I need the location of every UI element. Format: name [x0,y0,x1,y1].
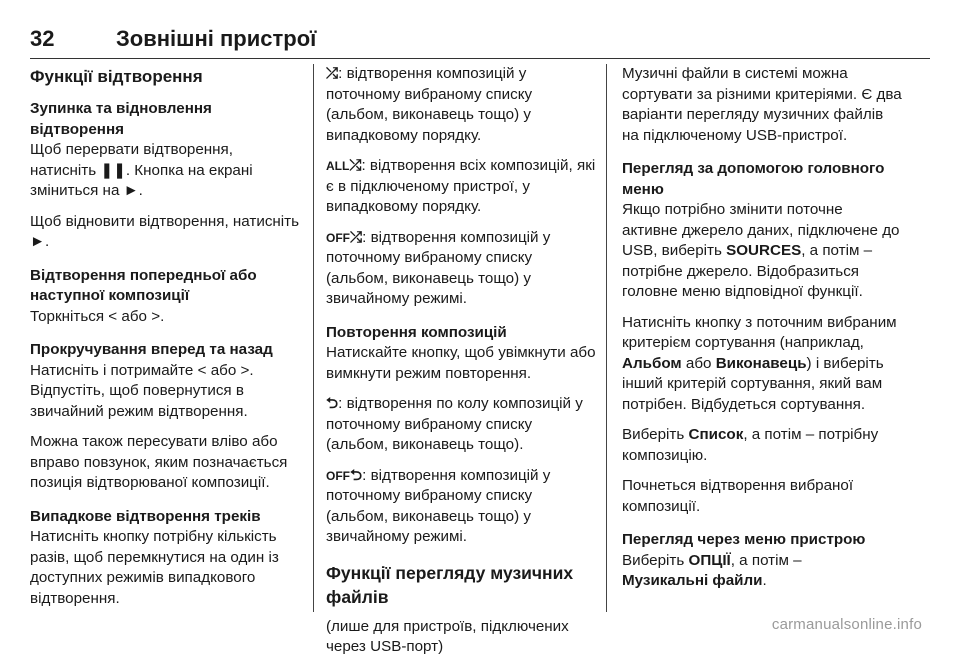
page-title: Зовнішні пристрої [116,26,317,51]
shuffle-all-icon: ⤮ [349,157,362,174]
album-label: Альбом [622,354,682,372]
paragraph-usb-note: (лише для пристроїв, підключених через USB-порт) [326,617,569,655]
options-label: ОПЦІЇ [688,551,731,569]
page-header [30,26,920,56]
next-icon: > [240,361,250,379]
music-files-label: Музикальні файли [622,572,763,589]
paragraph-shuffle: Натисніть кнопку потрібну кількість разів, щоб перемкнутися на один із доступних режимів випадкового відтворення. [30,528,279,607]
paragraph-device-menu: Виберіть ОПЦІЇ, а потім – Музикальні файли. [622,551,802,589]
paragraph-change-source: Якщо потрібно змінити поточне активне джерело даних, підключене до USB, виберіть SOURCES, а потім – потрібне джерело. Відобразиться головне меню відповідної функції. [622,201,900,300]
subheading-prev-next: Відтворення попередньої або наступної композиції [30,266,257,304]
play-icon: ► [123,182,139,199]
paragraph-resume: Щоб відновити відтворення, натисніть ►. [30,212,300,250]
section-title-playback: Функції відтворення [30,67,203,86]
paragraph-prev-next: Торкніться < або >. [30,307,165,325]
paragraph-sorting-intro: Музичні файли в системі можна сортувати за різними критеріями. Є два варіанти перегляду музичних файлів на підключеному USB-пристрої. [622,65,902,144]
next-icon: > [151,307,161,325]
sources-label: SOURCES [726,242,802,259]
play-icon: ► [30,233,46,250]
paragraph-select-list: Виберіть Список, а потім – потрібну композицію. [622,426,879,464]
list-label: Список [688,426,744,443]
column-divider-2 [606,64,607,612]
subheading-scroll: Прокручування вперед та назад [30,341,273,358]
pause-icon: ❚❚ [100,161,126,179]
paragraph-pause: Щоб перервати відтворення, натисніть ❚❚. Кнопка на екрані зміниться на ►. [30,141,253,199]
header-rule [30,58,930,59]
shuffle-off-icon-prefix: OFF [326,230,350,245]
subheading-device-menu: Перегляд через меню пристрою [622,531,866,548]
column-1 [30,64,302,609]
paragraph-slider: Можна також пересувати вліво або вправо повзунок, яким позначається позиція відтворюваної композиції. [30,433,288,491]
repeat-off-icon-prefix: OFF [326,468,350,483]
column-divider-1 [313,64,314,612]
previous-icon: < [108,307,118,325]
paragraph-repeat-on: ⮌: відтворення по колу композицій у поточному вибраному списку (альбом, виконавець тощо). [326,395,583,453]
paragraph-repeat: Натискайте кнопку, щоб увімкнути або вимкнути режим повторення. [326,344,596,382]
repeat-icon: ⮌ [326,395,339,412]
column-2 [326,64,598,658]
paragraph-shuffle-list: ⤮: відтворення композицій у поточному вибраному списку (альбом, виконавець тощо) у випадковому порядку. [326,65,533,144]
shuffle-all-icon-prefix: ALL [326,159,350,173]
shuffle-icon: ⤮ [326,65,339,82]
paragraph-scroll: Натисніть і потримайте < або >. Відпустіть, щоб повернутися в звичайний режим відтворення. [30,361,254,420]
paragraph-sort-criteria: Натисніть кнопку з поточним вибраним критерієм сортування (наприклад, Альбом або Виконавець) і виберіть інший критерій сортування, який вам потрібен. Відбудеться сортування. [622,313,897,413]
subheading-pause-resume: Зупинка та відновлення відтворення [30,100,212,138]
paragraph-shuffle-all: ALL⤮: відтворення всіх композицій, які є в підключеному пристрої, у випадковому порядку. [326,157,596,215]
heading-browse-functions: Функції перегляду музичних файлів [326,562,574,607]
shuffle-off-icon: ⤮ [350,228,363,246]
subheading-main-menu: Перегляд за допомогою головного меню [622,160,885,198]
watermark: carmanualsonline.info [771,616,922,633]
paragraph-shuffle-off: OFF⤮: відтворення композицій у поточному вибраному списку (альбом, виконавець тощо) у звичайному режимі. [326,228,551,307]
subheading-shuffle: Випадкове відтворення треків [30,507,261,525]
page-number: 32 [30,26,55,51]
subheading-repeat: Повторення композицій [326,323,507,341]
previous-icon: < [197,361,207,379]
repeat-off-icon: ⮌ [350,466,363,484]
column-3 [622,64,902,592]
paragraph-playback-starts: Почнеться відтворення вибраної композиції. [622,477,854,515]
artist-label: Виконавець [715,354,807,372]
paragraph-repeat-off: OFF⮌: відтворення композицій у поточному вибраному списку (альбом, виконавець тощо) у звичайному режимі. [326,466,551,545]
